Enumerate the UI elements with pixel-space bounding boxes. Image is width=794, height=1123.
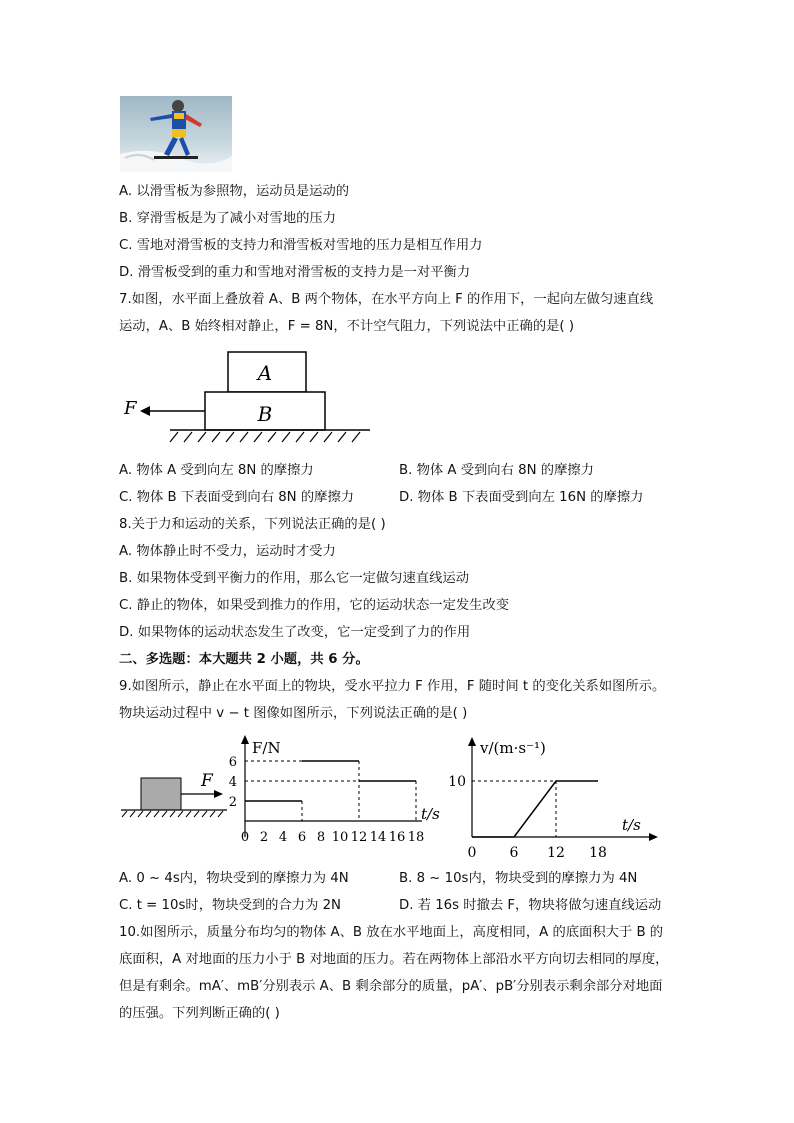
block-b-label: B [257,402,273,426]
y-axis-arrowhead [468,737,476,746]
x-tick-label: 6 [297,830,307,845]
x-tick-label: 8 [316,830,326,845]
q7-stem-line1: 7.如图，水平面上叠放着 A、B 两个物体，在水平方向上 F 的作用下，一起向左做匀速直线 [119,292,654,307]
force-label: F [124,398,137,419]
section-heading: 二、多选题：本大题共 2 小题，共 6 分。 [119,652,369,667]
block-a-label: A [257,361,273,385]
x-tick-label: 0 [467,845,477,861]
skier-photo [120,96,232,172]
y-axis-label: v/(m·s⁻¹) [480,739,546,757]
q7-option-c: C. 物体 B 下表面受到向右 8N 的摩擦力 [119,490,355,505]
q10-stem-line2: 底面积，A 对地面的压力小于 B 对地面的压力。若在两物体上部沿水平方向切去相同的厚度， [119,952,669,967]
q7-option-a: A. 物体 A 受到向左 8N 的摩擦力 [119,463,314,478]
force-time-chart [225,733,455,855]
q9-option-b: B. 8 ~ 10s内，物块受到的摩擦力为 4N [399,871,638,886]
velocity-line [472,781,598,837]
x-axis-label: t/s [421,805,440,823]
q6-option-b: B. 穿滑雪板是为了减小对雪地的压力 [119,211,337,226]
y-tick-label: 4 [228,775,237,790]
q10-stem-line1: 10.如图所示，质量分布均匀的物体 A、B 放在水平地面上，高度相同，A 的底面积大于 B 的 [119,925,664,940]
q7-option-d: D. 物体 B 下表面受到向左 16N 的摩擦力 [399,490,644,505]
x-tick-label: 10 [331,830,349,845]
q10-stem-line3: 但是有剩余。mA′、mB′分别表示 A、B 剩余部分的质量，pA′、pB′分别表示剩余部分对地面 [119,979,663,994]
ground-hatching [170,432,360,442]
q8-option-b: B. 如果物体受到平衡力的作用，那么它一定做匀速直线运动 [119,571,469,586]
q9-stem-line2: 物块运动过程中 v − t 图像如图所示，下列说法正确的是( ) [119,706,468,721]
x-tick-label: 14 [369,830,387,845]
q8-option-d: D. 如果物体的运动状态发生了改变，它一定受到了力的作用 [119,625,471,640]
q7-stem-line2: 运动，A、B 始终相对静止，F = 8N，不计空气阻力，下列说法中正确的是( ) [119,319,575,334]
q6-option-a: A. 以滑雪板为参照物，运动员是运动的 [119,184,350,199]
x-axis-arrowhead [649,833,658,841]
y-tick-label: 6 [228,755,237,770]
q8-option-a: A. 物体静止时不受力，运动时才受力 [119,544,336,559]
y-tick-label: 2 [228,795,237,810]
x-tick-label: 6 [509,845,519,861]
q9-option-d: D. 若 16s 时撤去 F，物块将做匀速直线运动 [399,898,662,913]
x-tick-label: 2 [259,830,269,845]
q9-block-figure [119,770,229,834]
x-tick-label: 12 [350,830,368,845]
q8-option-c: C. 静止的物体，如果受到推力的作用，它的运动状态一定发生改变 [119,598,510,613]
x-tick-label: 12 [547,845,565,861]
force-arrowhead [140,406,150,416]
q9-option-a: A. 0 ~ 4s内，物块受到的摩擦力为 4N [119,871,349,886]
q9-stem-line1: 9.如图所示，静止在水平面上的物块，受水平拉力 F 作用，F 随时间 t 的变化关系如图所示。 [119,679,666,694]
ground-hatching [122,811,223,817]
y-axis-arrowhead [241,735,249,744]
q7-option-b: B. 物体 A 受到向右 8N 的摩擦力 [399,463,594,478]
x-tick-label: 16 [388,830,406,845]
q8-stem: 8.关于力和运动的关系，下列说法正确的是( ) [119,517,386,532]
x-tick-label: 4 [278,830,288,845]
q9-option-c: C. t = 10s时，物块受到的合力为 2N [119,898,341,913]
q6-option-d: D. 滑雪板受到的重力和雪地对滑雪板的支持力是一对平衡力 [119,265,471,280]
y-axis-label: F/N [252,739,281,757]
y-tick-label: 10 [448,774,466,790]
x-tick-label: 0 [240,830,250,845]
velocity-time-chart [448,733,662,867]
block [141,778,181,810]
q10-stem-line4: 的压强。下列判断正确的( ) [119,1006,280,1021]
x-axis-label: t/s [622,816,641,834]
x-tick-label: 18 [589,845,607,861]
pull-force-label: F [201,771,213,791]
q6-option-c: C. 雪地对滑雪板的支持力和滑雪板对雪地的压力是相互作用力 [119,238,483,253]
x-tick-label: 18 [407,830,425,845]
q7-figure-stacked-blocks [120,348,380,452]
pull-arrowhead [214,790,223,798]
